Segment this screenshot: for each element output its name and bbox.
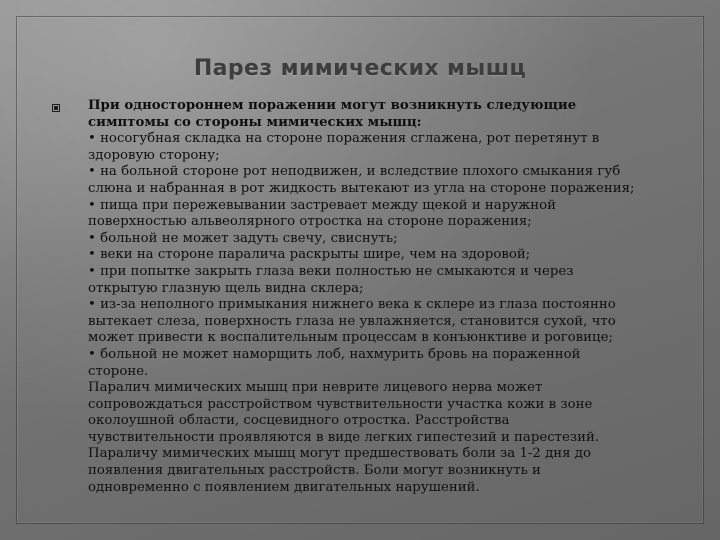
body-line: стороне. xyxy=(88,363,149,379)
body-line: • при попытке закрыть глаза веки полностью не смыкаются и через xyxy=(88,263,574,279)
body-line: • больной не может наморщить лоб, нахмурить бровь на пораженной xyxy=(88,346,581,362)
body-line: открытую глазную щель видна склера; xyxy=(88,280,364,296)
body-line: чувствительности проявляются в виде легких гипестезий и парестезий. xyxy=(88,429,600,445)
body-line: поверхностью альвеолярного отростка на стороне поражения; xyxy=(88,214,532,230)
body-line: • на больной стороне рот неподвижен, и вследствие плохого смыкания губ xyxy=(88,164,621,180)
body-line: слюна и набранная в рот жидкость вытекают из угла на стороне поражения; xyxy=(88,180,635,196)
body-line: сопровождаться расстройством чувствительности участка кожи в зоне xyxy=(88,396,593,412)
slide-title: Парез мимических мышц xyxy=(193,56,527,81)
body-line: может привести к воспалительным процессам в конъюнктиве и роговице; xyxy=(88,330,613,346)
body-line: При одностороннем поражении могут возникнуть следующие xyxy=(88,98,577,113)
body-line: здоровую сторону; xyxy=(88,147,220,163)
body-line: Паралич мимических мышц при неврите лицевого нерва может xyxy=(88,380,543,396)
body-line: • веки на стороне паралича раскрыты шире, чем на здоровой; xyxy=(88,247,531,263)
body-line: околоушной области, сосцевидного отростка. Расстройства xyxy=(88,413,510,429)
slide-body-text xyxy=(88,98,680,496)
body-line: одновременно с появлением двигательных нарушений. xyxy=(88,479,480,495)
body-line: Параличу мимических мышц могут предшествовать боли за 1-2 дня до xyxy=(88,446,591,462)
body-line: вытекает слеза, поверхность глаза не увлажняется, становится сухой, что xyxy=(88,313,616,329)
body-line: • носогубная складка на стороне поражения сглажена, рот перетянут в xyxy=(88,131,600,147)
body-line: симптомы со стороны мимических мышц: xyxy=(88,114,422,130)
body-line: • из-за неполного примыкания нижнего века к склере из глаза постоянно xyxy=(88,297,616,313)
body-line: появления двигательных расстройств. Боли могут возникнуть и xyxy=(88,463,541,479)
body-line: • больной не может задуть свечу, свиснуть; xyxy=(88,230,398,246)
square-bullet-icon xyxy=(52,104,60,112)
body-line: • пища при пережевывании застревает между щекой и наружной xyxy=(88,197,557,213)
